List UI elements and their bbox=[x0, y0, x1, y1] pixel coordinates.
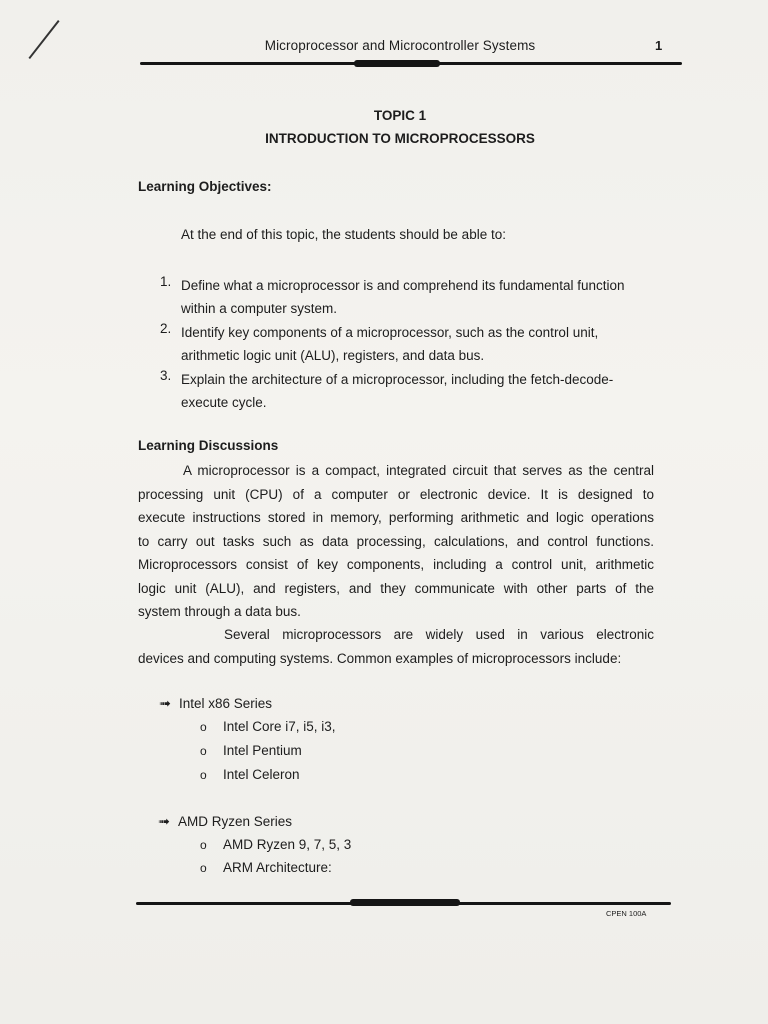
objective-line: within a computer system. bbox=[181, 301, 338, 316]
circle-bullet-icon: o bbox=[200, 861, 207, 875]
objective-number: 2. bbox=[160, 321, 172, 336]
discussions-heading: Learning Discussions bbox=[138, 438, 279, 453]
arrow-bullet-icon: ➟ bbox=[159, 695, 171, 711]
objective-number: 1. bbox=[160, 274, 172, 289]
sub-item-label: AMD Ryzen 9, 7, 5, 3 bbox=[223, 837, 352, 852]
paragraph-line: logic unit (ALU), and registers, and they communicate with other parts of the bbox=[138, 580, 654, 596]
series-sub-item bbox=[200, 767, 300, 782]
header-title: Microprocessor and Microcontroller Systems bbox=[264, 38, 536, 53]
topic-title: INTRODUCTION TO MICROPROCESSORS bbox=[265, 131, 535, 146]
circle-bullet-icon: o bbox=[200, 720, 207, 734]
paragraph-line: A microprocessor is a compact, integrated circuit that serves as the central bbox=[183, 463, 654, 478]
series-sub-item bbox=[200, 743, 302, 758]
objective-line: arithmetic logic unit (ALU), registers, and data bus. bbox=[181, 348, 485, 363]
paragraph-line: to carry out tasks such as data processing, calculations, and control functions. bbox=[138, 533, 654, 549]
paragraph-line: processing unit (CPU) of a computer or electronic device. It is designed to bbox=[138, 486, 654, 502]
paragraph-line: Microprocessors consist of key components, including a control unit, arithmetic bbox=[138, 557, 654, 572]
topic-number: TOPIC 1 bbox=[373, 108, 427, 123]
circle-bullet-icon: o bbox=[200, 838, 207, 852]
objective-line: execute cycle. bbox=[181, 395, 267, 410]
header-rule-center bbox=[354, 60, 440, 67]
series-sub-item bbox=[200, 719, 336, 734]
circle-bullet-icon: o bbox=[200, 768, 207, 782]
series-sub-item bbox=[200, 837, 351, 852]
circle-bullet-icon: o bbox=[200, 744, 207, 758]
arrow-bullet-icon: ➟ bbox=[158, 813, 170, 829]
paragraph-line: devices and computing systems. Common examples of microprocessors include: bbox=[138, 650, 622, 666]
discussion-paragraph-1 bbox=[138, 459, 654, 624]
sub-item-label: ARM Architecture: bbox=[223, 860, 332, 875]
discussion-paragraph-2 bbox=[138, 623, 654, 670]
objective-line: Explain the architecture of a microprocessor, including the fetch-decode- bbox=[181, 372, 614, 387]
paragraph-line: execute instructions stored in memory, performing arithmetic and logic operations bbox=[138, 510, 654, 525]
course-code: CPEN 100A bbox=[606, 909, 647, 918]
objective-line: Define what a microprocessor is and comprehend its fundamental function bbox=[181, 278, 625, 293]
sub-item-label: Intel Celeron bbox=[223, 767, 300, 782]
paragraph-line: Several microprocessors are widely used in various electronic bbox=[224, 627, 654, 642]
footer-rule-center bbox=[350, 899, 460, 906]
objectives-intro: At the end of this topic, the students should be able to: bbox=[181, 227, 506, 242]
paragraph-line: system through a data bus. bbox=[138, 604, 301, 619]
series-name: AMD Ryzen Series bbox=[178, 814, 293, 829]
page-number: 1 bbox=[655, 38, 663, 53]
objective-line: Identify key components of a microprocessor, such as the control unit, bbox=[181, 325, 599, 340]
series-bullet bbox=[158, 813, 292, 830]
series-name: Intel x86 Series bbox=[179, 696, 273, 711]
series-bullet bbox=[159, 695, 272, 712]
sub-item-label: Intel Pentium bbox=[223, 743, 302, 758]
objectives-heading: Learning Objectives: bbox=[138, 179, 272, 194]
series-sub-item bbox=[200, 860, 332, 875]
objective-number: 3. bbox=[160, 368, 172, 383]
sub-item-label: Intel Core i7, i5, i3, bbox=[223, 719, 336, 734]
